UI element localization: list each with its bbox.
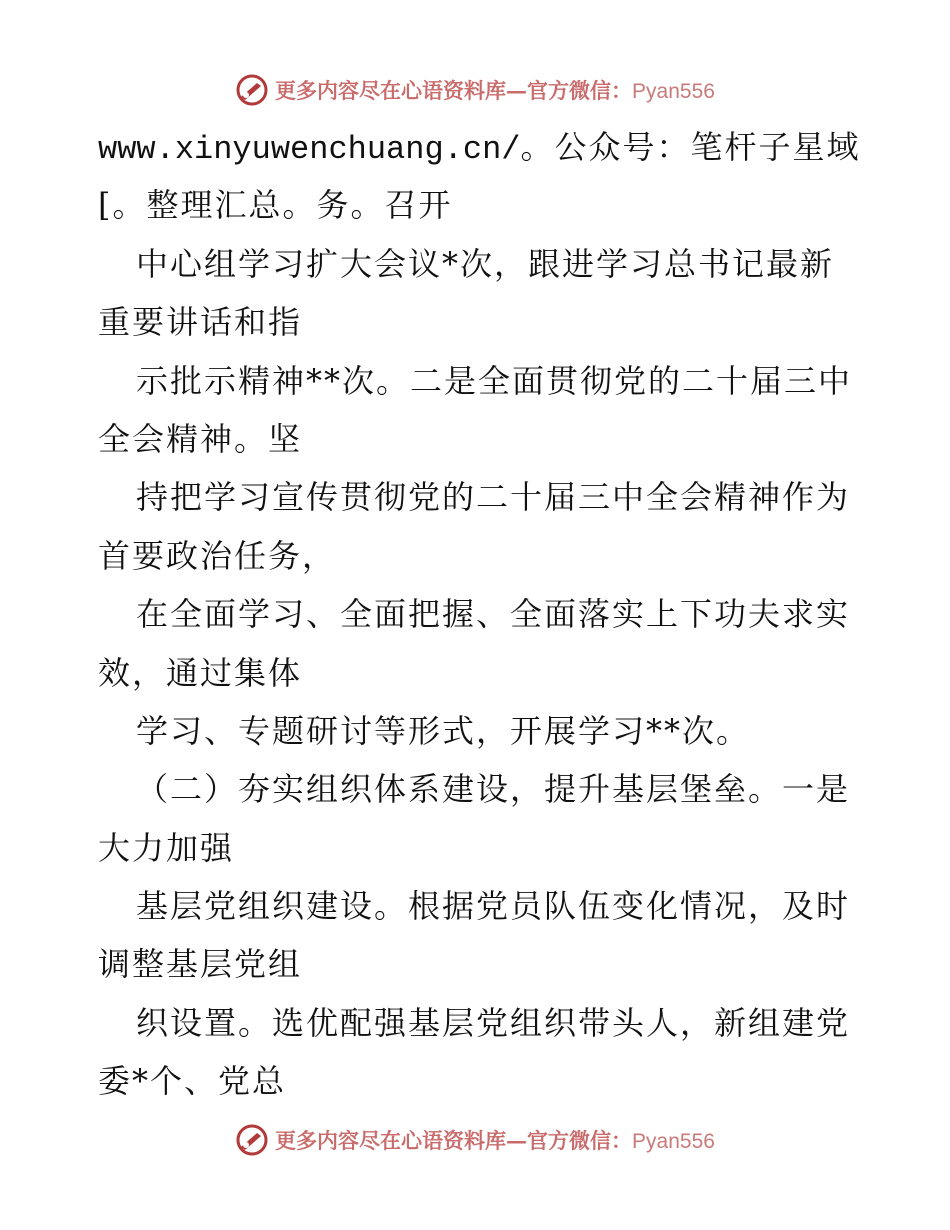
doc-line: 效，通过集体 bbox=[98, 653, 303, 692]
doc-line: 全会精神。坚 bbox=[98, 419, 303, 458]
url-text: www.xinyuwenchuang.cn/ bbox=[98, 131, 521, 168]
doc-line: 学习、专题研讨等形式，开展学习**次。 bbox=[136, 711, 751, 750]
pen-logo-icon bbox=[235, 73, 269, 107]
header-banner-wechat: Pyan556 bbox=[632, 80, 715, 103]
doc-line: 调整基层党组 bbox=[98, 945, 303, 984]
doc-line: 基层党组织建设。根据党员队伍变化情况，及时 bbox=[136, 887, 851, 926]
pen-logo-icon bbox=[235, 1123, 269, 1157]
doc-line: 委*个、党总 bbox=[98, 1062, 287, 1101]
url-tail-text: 。公众号：笔杆子星域 bbox=[520, 128, 861, 166]
doc-line: 中心组学习扩大会议*次，跟进学习总书记最新 bbox=[136, 244, 835, 283]
doc-line: 示批示精神**次。二是全面贯彻党的二十届三中 bbox=[136, 361, 853, 400]
doc-line: 织设置。选优配强基层党组织带头人，新组建党 bbox=[136, 1003, 851, 1042]
doc-line: （二）夯实组织体系建设，提升基层堡垒。一是 bbox=[136, 770, 851, 809]
footer-banner-wechat: Pyan556 bbox=[632, 1130, 715, 1153]
footer-banner-text: 更多内容尽在心语资料库—官方微信：Pyan556 bbox=[275, 1128, 715, 1153]
header-banner-text: 更多内容尽在心语资料库—官方微信：Pyan556 bbox=[275, 78, 715, 103]
document-body bbox=[98, 118, 861, 1111]
doc-line: [。整理汇总。务。召开 bbox=[98, 186, 453, 225]
doc-line: 重要讲话和指 bbox=[98, 303, 303, 342]
footer-banner bbox=[0, 1120, 950, 1160]
doc-line: 持把学习宣传贯彻党的二十届三中全会精神作为 bbox=[136, 478, 851, 517]
header-banner bbox=[0, 70, 950, 110]
doc-line: 大力加强 bbox=[98, 828, 235, 867]
doc-line: 在全面学习、全面把握、全面落实上下功夫求实 bbox=[136, 595, 851, 634]
doc-line-url bbox=[98, 118, 861, 176]
doc-line: 首要政治任务， bbox=[98, 536, 337, 575]
